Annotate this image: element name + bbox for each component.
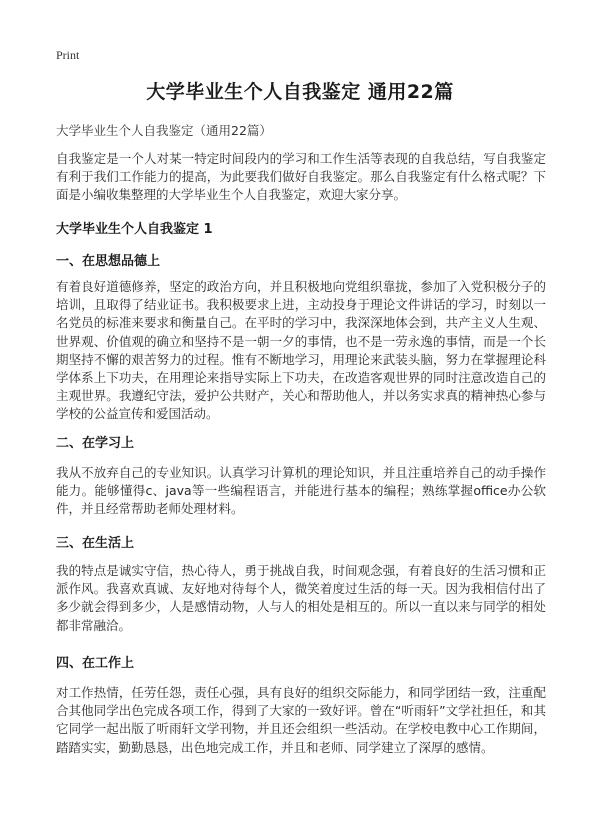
section-text-morality: 有着良好道德修养，坚定的政治方向，并且积极地向党组织靠拢，参加了入党积极分子的培训，且取得了结业证书。我积极要求上进，主动投身于理论文件讲话的学习，时刻以一名党员的标准来要求和衡量自己。在平时的学习中，我深深地体会到，共产主义人生观、世界观、价值观的确立和坚持不是一朝一夕的事情，也不是一劳永逸的事情，而是一个长期坚持不懈的艰苦努力的过程。惟有不断地学习，用理论来武装头脑，努力在掌握理论科学体系上下功夫，在用理论来指导实际上下功夫，在改造客观世界的同时注意改造自己的主观世界。我遵纪守法，爱护公共财产，关心和帮助他人，并以务实求真的精神热心参与学校的公益宣传和爱国活动。: [56, 279, 546, 422]
section-heading-morality: 一、在思想品德上: [56, 254, 161, 269]
article-heading: 大学毕业生个人自我鉴定 1: [56, 222, 213, 237]
print-link[interactable]: Print: [56, 48, 80, 62]
section-text-work: 对工作热情，任劳任怨，责任心强，具有良好的组织交际能力，和同学团结一致，注重配合其他同学出色完成各项工作，得到了大家的一致好评。曾在“听雨轩”文学社担任，和其它同学一起出版了听雨轩文学刊物，并且还会组织一些活动。在学校电教中心工作期间，踏踏实实，勤勤恳恳，出色地完成工作，并且和老师、同学建立了深厚的感情。: [56, 685, 546, 755]
section-heading-study: 二、在学习上: [56, 436, 135, 451]
section-heading-work: 四、在工作上: [56, 656, 135, 671]
section-text-study: 我从不放弃自己的专业知识。认真学习计算机的理论知识，并且注重培养自己的动手操作能力。能够懂得c、java等一些编程语言，并能进行基本的编程；熟练掌握office办公软件，并且经常帮助老师处理材料。: [56, 465, 546, 517]
section-heading-life: 三、在生活上: [56, 536, 135, 551]
intro-paragraph: 自我鉴定是一个人对某一特定时间段内的学习和工作生活等表现的自我总结，写自我鉴定有利于我们工作能力的提高，为此要我们做好自我鉴定。那么自我鉴定有什么格式呢？下面是小编收集整理的大学毕业生个人自我鉴定，欢迎大家分享。: [56, 151, 546, 203]
document-subtitle: 大学毕业生个人自我鉴定（通用22篇）: [56, 123, 272, 138]
section-text-life: 我的特点是诚实守信，热心待人，勇于挑战自我，时间观念强，有着良好的生活习惯和正派作风。我喜欢真诚、友好地对待每个人，微笑着度过生活的每一天。因为我相信付出了多少就会得到多少，人是感情动物，人与人的相处是相互的。所以一直以来与同学的相处都非常融洽。: [56, 563, 546, 633]
page-title: 大学毕业生个人自我鉴定 通用22篇: [146, 81, 454, 103]
